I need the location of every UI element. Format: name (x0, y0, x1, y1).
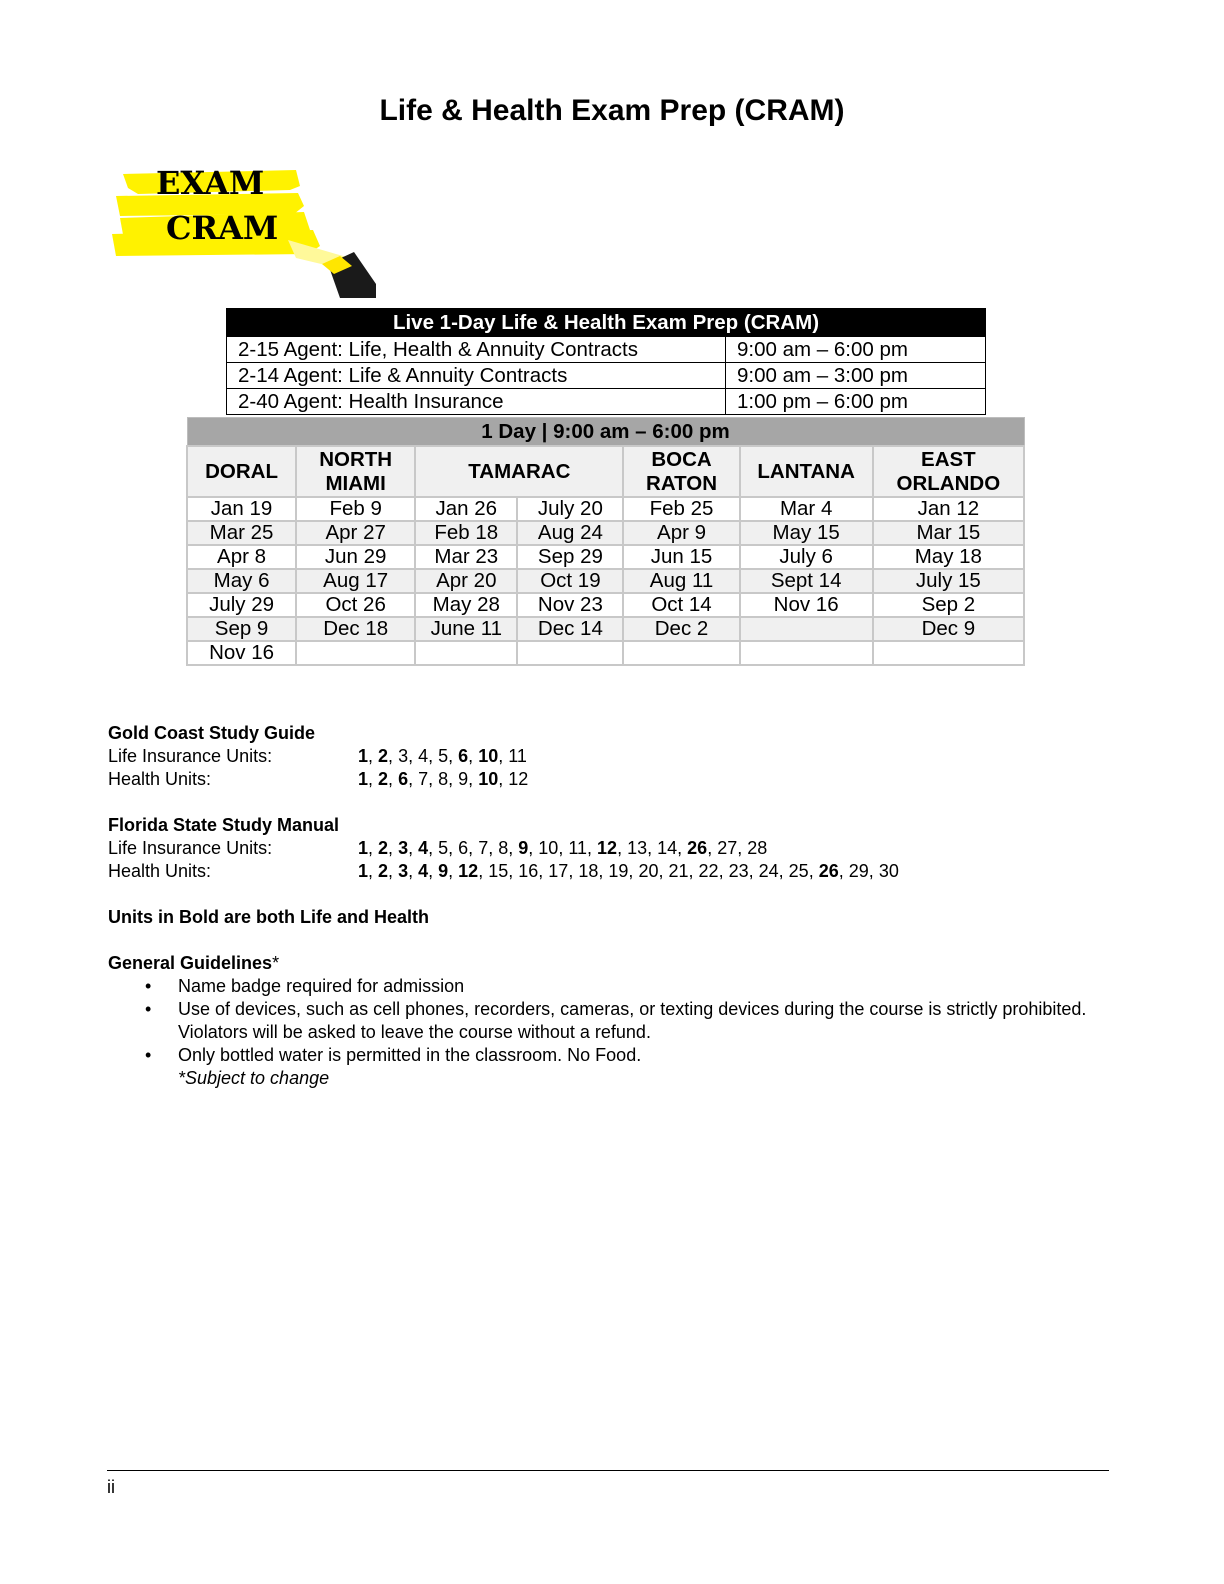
locations-schedule-table (186, 417, 1025, 666)
unit-number: 3 (398, 838, 409, 858)
schedule-band: 1 Day | 9:00 am – 6:00 pm (187, 418, 1024, 447)
florida-manual-heading: Florida State Study Manual (108, 815, 340, 835)
date-cell: Jun 15 (623, 545, 739, 569)
date-cell: Nov 16 (740, 593, 873, 617)
course-time: 9:00 am – 3:00 pm (726, 363, 986, 389)
unit-number: 5 (438, 746, 449, 766)
unit-number: 9 (438, 861, 449, 881)
unit-number: 20 (638, 861, 659, 881)
date-cell (873, 641, 1024, 665)
live-table-header: Live 1-Day Life & Health Exam Prep (CRAM) (227, 309, 986, 337)
date-cell: Dec 14 (517, 617, 623, 641)
date-cell (740, 641, 873, 665)
date-cell: Dec 9 (873, 617, 1024, 641)
unit-number: 26 (687, 838, 708, 858)
unit-list: 1, 2, 3, 4, 5, 6, 10, 11 (358, 746, 527, 766)
header-text: RATON (646, 471, 718, 495)
header-text: NORTH (319, 447, 393, 471)
date-cell (623, 641, 739, 665)
gold-coast-heading: Gold Coast Study Guide (108, 723, 316, 743)
date-cell: Apr 20 (415, 569, 517, 593)
unit-number: 25 (788, 861, 809, 881)
date-cell: Aug 11 (623, 569, 739, 593)
page-title: Life & Health Exam Prep (CRAM) (379, 94, 845, 127)
unit-number: 22 (698, 861, 719, 881)
unit-number: 6 (458, 838, 469, 858)
unit-number: 10 (478, 746, 499, 766)
florida-health-row (108, 860, 1118, 883)
unit-number: 3 (398, 746, 409, 766)
unit-number: 24 (758, 861, 779, 881)
date-cell: Dec 2 (623, 617, 739, 641)
header-text: ORLANDO (896, 471, 1001, 495)
table-row (187, 545, 1024, 569)
table-row (187, 617, 1024, 641)
date-cell (415, 641, 517, 665)
unit-number: 11 (508, 746, 527, 766)
date-cell: Sept 14 (740, 569, 873, 593)
live-course-table (226, 308, 986, 415)
date-cell: Jan 19 (187, 497, 296, 521)
course-name: 2-40 Agent: Health Insurance (227, 389, 726, 415)
course-name: 2-15 Agent: Life, Health & Annuity Contracts (227, 337, 726, 363)
date-cell: May 15 (740, 521, 873, 545)
unit-number: 12 (597, 838, 618, 858)
date-cell: Sep 29 (517, 545, 623, 569)
unit-number: 13 (627, 838, 648, 858)
logo-line2: CRAM (166, 209, 279, 247)
unit-label: Health Units: (108, 769, 212, 789)
unit-number: 4 (418, 861, 429, 881)
unit-number: 11 (568, 838, 588, 858)
table-row (227, 337, 986, 363)
date-cell: Dec 18 (296, 617, 415, 641)
date-cell: Nov 16 (187, 641, 296, 665)
study-guides (108, 722, 1118, 1090)
date-cell: Feb 9 (296, 497, 415, 521)
course-time: 1:00 pm – 6:00 pm (726, 389, 986, 415)
header-text: BOCA (651, 447, 712, 471)
date-cell: May 6 (187, 569, 296, 593)
date-cell: May 28 (415, 593, 517, 617)
date-cell: Jan 26 (415, 497, 517, 521)
date-cell: Sep 9 (187, 617, 296, 641)
unit-number: 21 (668, 861, 689, 881)
bold-units-note: Units in Bold are both Life and Health (108, 907, 430, 927)
date-cell: Mar 25 (187, 521, 296, 545)
date-cell: Mar 23 (415, 545, 517, 569)
unit-number: 2 (378, 861, 389, 881)
unit-number: 1 (358, 861, 369, 881)
column-header-east-orlando (873, 446, 1024, 497)
date-cell: May 18 (873, 545, 1024, 569)
date-cell: Feb 18 (415, 521, 517, 545)
date-cell: June 11 (415, 617, 517, 641)
unit-number: 19 (608, 861, 629, 881)
table-row (187, 641, 1024, 665)
column-header-north-miami (296, 446, 415, 497)
date-cell: Sep 2 (873, 593, 1024, 617)
unit-number: 3 (398, 861, 409, 881)
unit-number: 1 (358, 769, 369, 789)
unit-number: 2 (378, 838, 389, 858)
date-cell: July 29 (187, 593, 296, 617)
unit-number: 7 (478, 838, 489, 858)
table-row (187, 497, 1024, 521)
florida-life-row (108, 837, 1118, 860)
date-cell: July 15 (873, 569, 1024, 593)
header-text: MIAMI (325, 471, 386, 495)
date-cell: Apr 8 (187, 545, 296, 569)
unit-number: 26 (818, 861, 839, 881)
page-number: ii (107, 1477, 115, 1497)
unit-number: 5 (438, 838, 449, 858)
date-cell: Mar 15 (873, 521, 1024, 545)
unit-number: 28 (747, 838, 768, 858)
unit-number: 15 (488, 861, 509, 881)
date-cell: Oct 19 (517, 569, 623, 593)
table-row (227, 389, 986, 415)
footer-divider (107, 1470, 1109, 1471)
unit-number: 6 (398, 769, 409, 789)
date-cell: Apr 27 (296, 521, 415, 545)
date-cell: Apr 9 (623, 521, 739, 545)
unit-number: 10 (478, 769, 499, 789)
unit-number: 8 (498, 838, 509, 858)
table-row (187, 521, 1024, 545)
unit-label: Life Insurance Units: (108, 746, 273, 766)
gold-coast-life-row (108, 745, 1118, 768)
date-cell: Jan 12 (873, 497, 1024, 521)
date-cell: Aug 24 (517, 521, 623, 545)
unit-list: 1, 2, 3, 4, 9, 12, 15, 16, 17, 18, 19, 20, 21, 22, 23, 24, 25, 26, 29, 30 (358, 861, 899, 881)
unit-number: 23 (728, 861, 749, 881)
unit-number: 30 (878, 861, 899, 881)
unit-number: 9 (458, 769, 469, 789)
course-name: 2-14 Agent: Life & Annuity Contracts (227, 363, 726, 389)
exam-cram-logo (108, 160, 388, 300)
date-cell: Feb 25 (623, 497, 739, 521)
gold-coast-health-row (108, 768, 1118, 791)
header-text: DORAL (205, 459, 278, 483)
date-cell (296, 641, 415, 665)
unit-number: 12 (458, 861, 479, 881)
guidelines-heading-mark: * (272, 953, 280, 973)
logo-line1: EXAM (156, 164, 265, 202)
list-item: • Name badge required for admission (178, 975, 1118, 998)
list-item: • Use of devices, such as cell phones, recorders, cameras, or texting devices during the course is strictly prohibited. Violators will be asked to leave the course without a refund. (178, 998, 1118, 1044)
unit-number: 14 (657, 838, 678, 858)
unit-number: 1 (358, 838, 369, 858)
date-cell: Oct 26 (296, 593, 415, 617)
unit-number: 4 (418, 746, 429, 766)
unit-number: 2 (378, 746, 389, 766)
unit-number: 2 (378, 769, 389, 789)
unit-number: 18 (578, 861, 599, 881)
unit-list: 1, 2, 6, 7, 8, 9, 10, 12 (358, 769, 529, 789)
unit-number: 16 (518, 861, 539, 881)
unit-number: 4 (418, 838, 429, 858)
unit-number: 27 (717, 838, 738, 858)
header-text: LANTANA (757, 459, 855, 483)
date-cell (740, 617, 873, 641)
column-header-doral (187, 446, 296, 497)
date-cell (517, 641, 623, 665)
date-cell: July 6 (740, 545, 873, 569)
unit-number: 29 (848, 861, 869, 881)
unit-number: 17 (548, 861, 569, 881)
column-header-tamarac (415, 446, 623, 497)
guidelines-heading-text: General Guidelines (108, 953, 273, 973)
date-cell: Mar 4 (740, 497, 873, 521)
course-time: 9:00 am – 6:00 pm (726, 337, 986, 363)
subject-to-change-note: *Subject to change (178, 1068, 330, 1088)
unit-list: 1, 2, 3, 4, 5, 6, 7, 8, 9, 10, 11, 12, 13, 14, 26, 27, 28 (358, 838, 768, 858)
unit-label: Life Insurance Units: (108, 838, 273, 858)
table-row (187, 569, 1024, 593)
unit-number: 1 (358, 746, 369, 766)
date-cell: Aug 17 (296, 569, 415, 593)
table-row (227, 363, 986, 389)
unit-number: 8 (438, 769, 449, 789)
date-cell: Jun 29 (296, 545, 415, 569)
date-cell: July 20 (517, 497, 623, 521)
guidelines-heading (108, 952, 1118, 975)
unit-number: 10 (538, 838, 559, 858)
column-header-boca-raton (623, 446, 739, 497)
unit-number: 9 (518, 838, 529, 858)
table-row (187, 593, 1024, 617)
unit-number: 6 (458, 746, 469, 766)
column-header-lantana (740, 446, 873, 497)
header-text: TAMARAC (468, 459, 571, 483)
unit-number: 7 (418, 769, 429, 789)
header-text: EAST (921, 447, 976, 471)
date-cell: Oct 14 (623, 593, 739, 617)
unit-label: Health Units: (108, 861, 212, 881)
unit-number: 12 (508, 769, 529, 789)
guidelines-list (108, 975, 1118, 1067)
schedule-body (187, 497, 1024, 665)
date-cell: Nov 23 (517, 593, 623, 617)
list-item: • Only bottled water is permitted in the classroom. No Food. (178, 1044, 1118, 1067)
